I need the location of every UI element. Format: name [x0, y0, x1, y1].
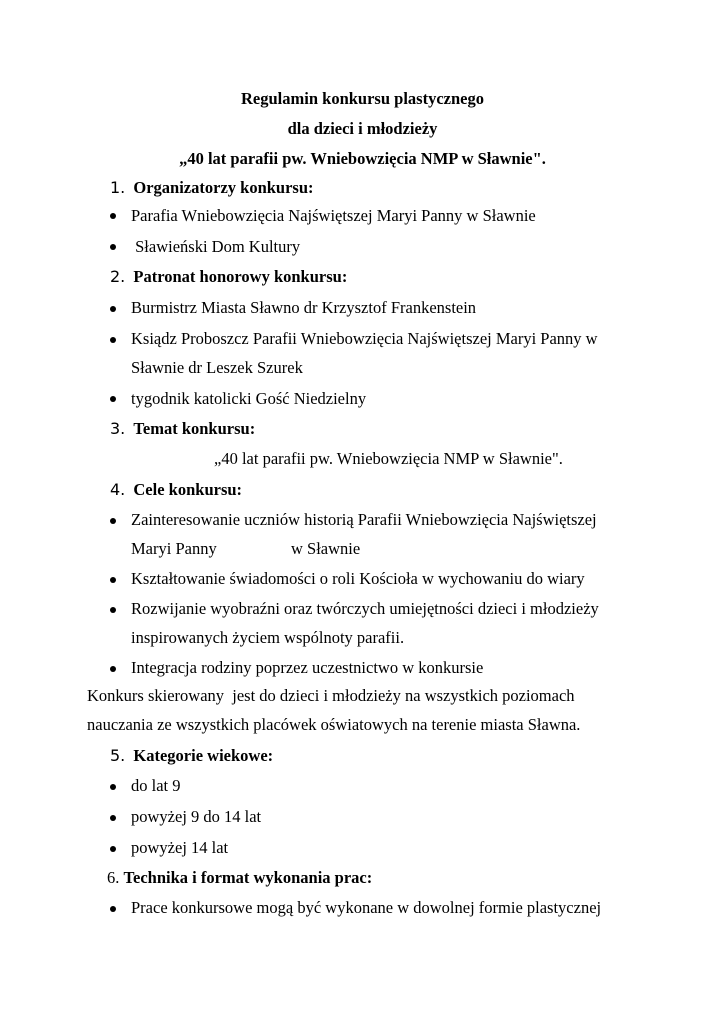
section-4-heading	[110, 480, 242, 500]
list-item: Zainteresowanie uczniów historią Parafii Wniebowzięcia Najświętszej	[131, 510, 597, 529]
section-3-heading	[110, 419, 255, 439]
list-item: Parafia Wniebowzięcia Najświętszej Maryi Panny w Sławnie	[131, 206, 536, 225]
list-item: Rozwijanie wyobraźni oraz twórczych umiejętności dzieci i młodzieży	[131, 599, 599, 618]
paragraph-line: Konkurs skierowany jest do dzieci i młodzieży na wszystkich poziomach	[87, 686, 575, 705]
list-item: Burmistrz Miasta Sławno dr Krzysztof Frankenstein	[131, 298, 477, 317]
bullet-icon	[110, 906, 116, 912]
section-6-heading	[107, 868, 372, 888]
list-item: Kształtowanie świadomości o roli Kościoła w wychowaniu do wiary	[131, 569, 585, 588]
document-subtitle: dla dzieci i młodzieży	[287, 119, 438, 138]
section-title: Temat konkursu:	[133, 419, 256, 438]
bullet-icon	[110, 337, 116, 343]
list-item: powyżej 9 do 14 lat	[131, 807, 262, 826]
theme-text: „40 lat parafii pw. Wniebowzięcia NMP w Sławnie".	[214, 449, 563, 468]
bullet-icon	[110, 306, 116, 312]
bullet-icon	[110, 396, 116, 402]
list-item-continuation: inspirowanych życiem wspólnoty parafii.	[131, 628, 405, 647]
list-item: tygodnik katolicki Gość Niedzielny	[131, 389, 367, 408]
bullet-icon	[110, 518, 116, 524]
list-item: do lat 9	[131, 776, 181, 795]
list-item-continuation: w Sławnie	[291, 539, 361, 558]
section-number: 1.	[110, 178, 126, 197]
list-item: Sławieński Dom Kultury	[131, 237, 301, 256]
section-title: Organizatorzy konkursu:	[133, 178, 314, 197]
section-number: 2.	[110, 267, 126, 286]
section-5-heading	[110, 746, 273, 766]
section-number: 5.	[110, 746, 126, 765]
bullet-icon	[110, 784, 116, 790]
list-item-continuation: Sławnie dr Leszek Szurek	[131, 358, 303, 377]
section-number: 4.	[110, 480, 126, 499]
list-item-continuation: Maryi Panny	[131, 539, 217, 558]
list-item: Ksiądz Proboszcz Parafii Wniebowzięcia Najświętszej Maryi Panny w	[131, 329, 598, 348]
section-title: Technika i format wykonania prac:	[123, 868, 373, 887]
section-title: Kategorie wiekowe:	[133, 746, 274, 765]
bullet-icon	[110, 244, 116, 250]
section-number: 6.	[107, 868, 120, 887]
section-number: 3.	[110, 419, 126, 438]
bullet-icon	[110, 577, 116, 583]
section-1-heading	[110, 178, 314, 198]
list-item: Prace konkursowe mogą być wykonane w dowolnej formie plastycznej	[131, 898, 602, 917]
bullet-icon	[110, 213, 116, 219]
bullet-icon	[110, 607, 116, 613]
section-title: Cele konkursu:	[133, 480, 243, 499]
list-item: Integracja rodziny poprzez uczestnictwo w konkursie	[131, 658, 484, 677]
document-title: Regulamin konkursu plastycznego	[241, 89, 484, 108]
section-title: Patronat honorowy konkursu:	[133, 267, 348, 286]
document-theme-title: „40 lat parafii pw. Wniebowzięcia NMP w Sławnie".	[179, 149, 546, 168]
bullet-icon	[110, 666, 116, 672]
bullet-icon	[110, 815, 116, 821]
paragraph-line: nauczania ze wszystkich placówek oświatowych na terenie miasta Sławna.	[87, 715, 581, 734]
section-2-heading	[110, 267, 347, 287]
bullet-icon	[110, 846, 116, 852]
list-item: powyżej 14 lat	[131, 838, 229, 857]
